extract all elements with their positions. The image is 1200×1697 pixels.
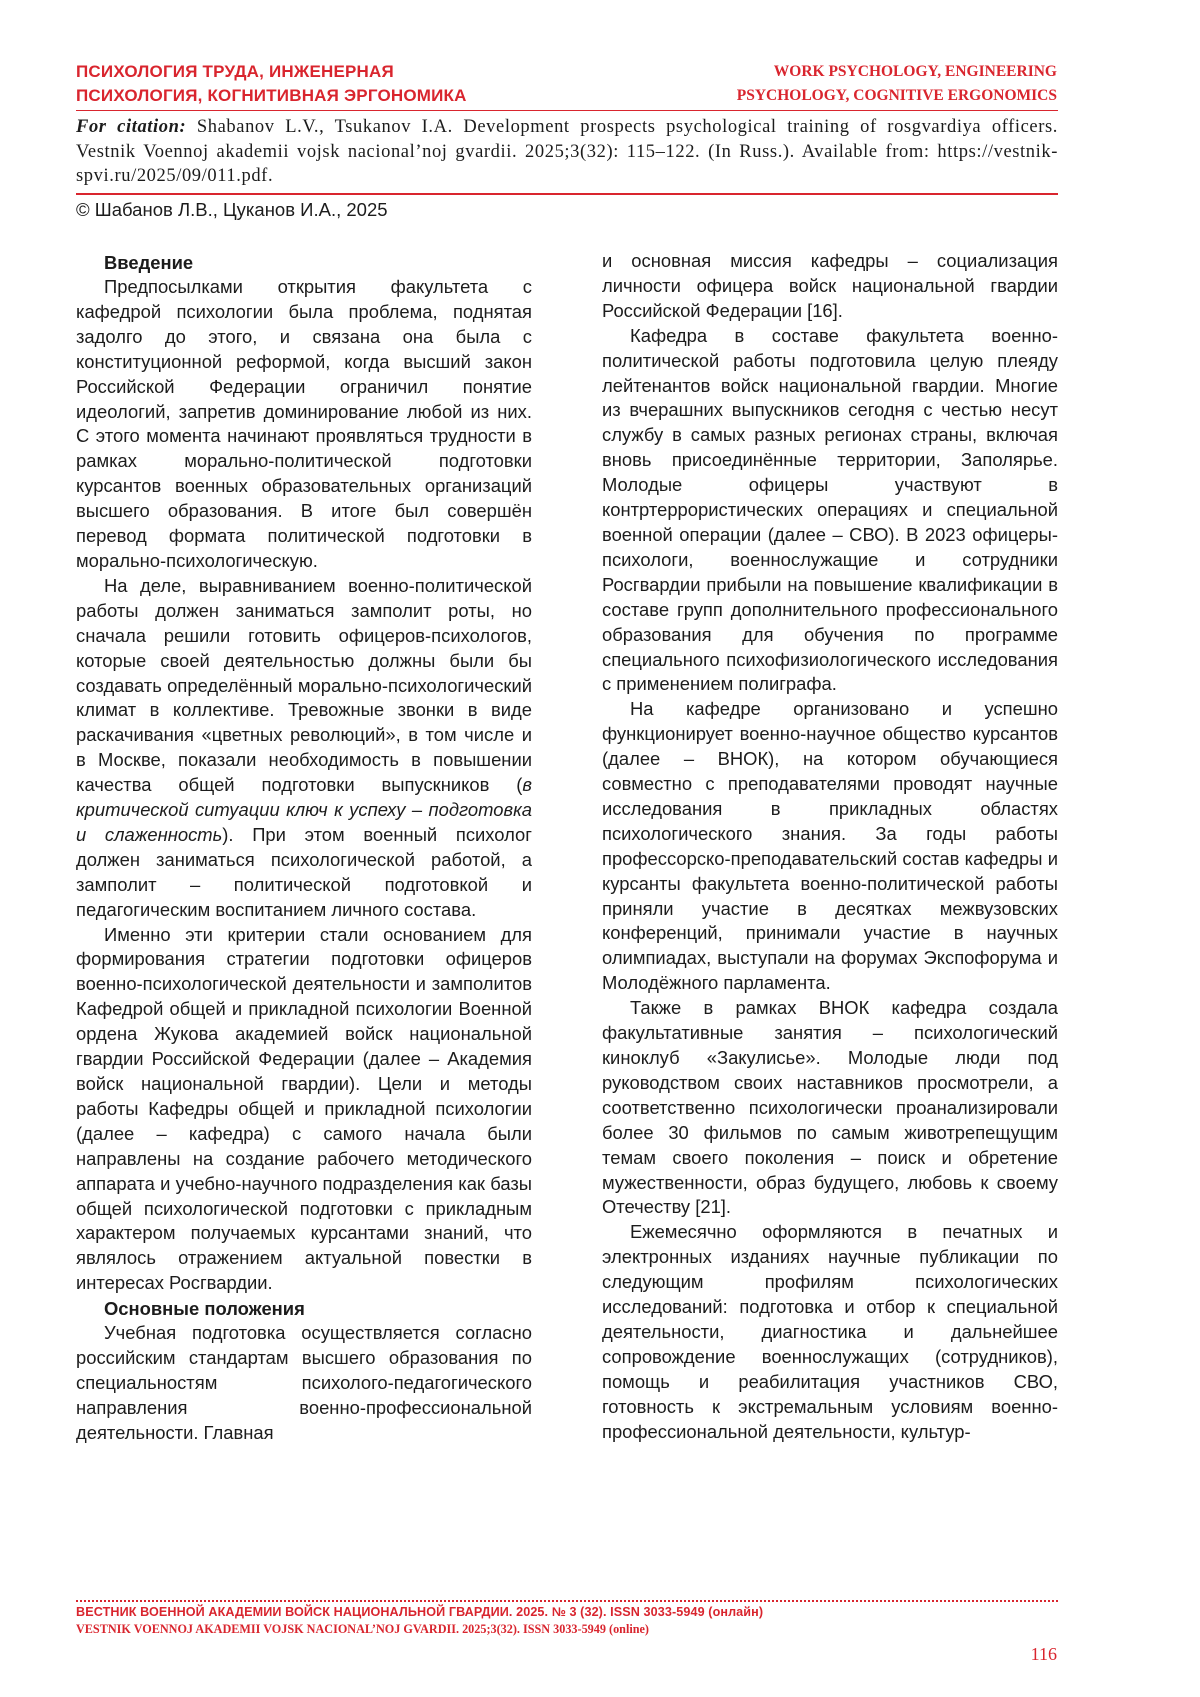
paragraph — [76, 574, 532, 923]
footer-journal-english: VESTNIK VOENNOJ AKADEMII VOJSK NACIONAL’NOJ GVARDII. 2025;3(32). ISSN 3033-5949 (online) — [76, 1622, 649, 1636]
paragraph: Предпосылками открытия факультета с кафедрой психологии была проблема, поднятая задолго до этого, и связана она была с конституционной реформой, когда высший закон Российской Федерации ограничил понятие идеологий, запретив доминирование любой из них. С этого момента начинают проявляться трудности в рамках морально-политической подготовки курсантов военных образовательных организаций высшего образования. В итоге был совершён перевод формата политической подготовки в морально-психологическую. — [76, 276, 532, 571]
paragraph-text: На деле, выравниванием военно-политической работы должен заниматься замполит роты, но сначала решили готовить офицеров-психологов, которые своей деятельностью должны были бы создавать определённый морально-психологический климат в коллективе. Тревожные звонки в виде раскачивания «цветных революций», в том числе и в Москве, показали необходимость в повышении качества общей подготовки выпускников ( — [76, 574, 532, 796]
header-left-line2: ПСИХОЛОГИЯ, КОГНИТИВНАЯ ЭРГОНОМИКА — [76, 86, 467, 105]
paragraph: Кафедра в составе факультета военно-политической работы подготовила целую плеяду лейтенантов войск национальной гвардии. Многие из вчерашних выпускников сегодня с честью несут службу в самых разных регионах страны, включая вновь присоединённые территории, Заполярье. Молодые офицеры участвуют в контртеррористических операциях и специальной военной операции (далее – СВО). В 2023 офицеры-психологи, военнослужащие и сотрудники Росгвардии прибыли на повышение квалификации в составе групп дополнительного профессионального образования для обучения по программе специального психофизиологического исследования с применением полиграфа. — [602, 324, 1058, 695]
header-divider — [76, 110, 1058, 111]
paragraph: На кафедре организовано и успешно функционирует военно-научное общество курсантов (далее – ВНОК), на котором обучающиеся совместно с преподавателями проводят научные исследования в прикладных областях психологического знания. За годы работы профессорско-преподавательский состав кафедры и курсанты факультета военно-политической работы приняли участие в десятках межвузовских конференций, принимали участие в научных олимпиадах, выступали на форумах Экспофорума и Молодёжного парламента. — [602, 698, 1058, 994]
right-column — [602, 249, 1058, 1445]
footer-journal-russian: ВЕСТНИК ВОЕННОЙ АКАДЕМИИ ВОЙСК НАЦИОНАЛЬНОЙ ГВАРДИИ. 2025. № 3 (32). ISSN 3033-5949 (онлайн) — [76, 1605, 764, 1619]
paragraph: Ежемесячно оформляются в печатных и электронных изданиях научные публикации по следующим профилям психологических исследований: подготовка и отбор к специальной деятельности, диагностика и дальнейшее сопровождение военнослужащих (сотрудников), помощь и реабилитация участников СВО, готовность к экстремальным условиям военно-профессиональной деятельности, культур- — [602, 1221, 1058, 1442]
header-right-line2: PSYCHOLOGY, COGNITIVE ERGONOMICS — [736, 87, 1057, 104]
paragraph-italic-text: в критической ситуации ключ к успеху – подготовка и слаженность — [76, 774, 532, 845]
header-right-line1: WORK PSYCHOLOGY, ENGINEERING — [773, 63, 1057, 80]
section-heading-main-provisions: Основные положения — [104, 1298, 305, 1320]
left-column — [76, 250, 532, 1446]
running-header-english — [737, 60, 1057, 108]
citation-block — [76, 115, 1058, 189]
paragraph: Учебная подготовка осуществляется согласно российским стандартам высшего образования по специальностям психолого-педагогического направления военно-профессиональной деятельности. Главная — [76, 1322, 532, 1443]
citation-label: For citation: — [76, 117, 187, 137]
running-header-russian — [76, 60, 467, 108]
section-heading-introduction: Введение — [104, 252, 194, 273]
citation-text: Shabanov L.V., Tsukanov I.A. Development prospects psychological training of rosgvardiya officers. Vestnik Voennoj akademii vojsk nacional’noj gvardii. 2025;3(32): 115–122. (In Russ.). Available from: https://vestnik-spvi.ru/2025/09/011.pdf. — [76, 117, 1058, 186]
citation-divider — [76, 193, 1058, 195]
footer-divider — [76, 1600, 1058, 1602]
copyright-notice: © Шабанов Л.В., Цуканов И.А., 2025 — [76, 199, 388, 220]
paragraph: Также в рамках ВНОК кафедра создала факультативные занятия – психологический киноклуб «Закулисье». Молодые люди под руководством своих наставников просмотрели, а соответственно психологически проанализировали более 30 фильмов по самым животрепещущим темам своего поколения – поиск и обретение мужественности, образ будущего, любовь к своему Отечеству [21]. — [602, 997, 1058, 1218]
header-left-line1: ПСИХОЛОГИЯ ТРУДА, ИНЖЕНЕРНАЯ — [76, 62, 394, 81]
page-number: 116 — [1030, 1644, 1057, 1664]
paragraph-text: ). При этом военный психолог должен заниматься психологической работой, а замполит – политической подготовкой и педагогическим воспитанием личного состава. — [76, 823, 532, 920]
paragraph-continuation: и основная миссия кафедры – социализация личности офицера войск национальной гвардии Российской Федерации [16]. — [602, 250, 1058, 321]
paragraph: Именно эти критерии стали основанием для формирования стратегии подготовки офицеров военно-психологической деятельности и замполитов Кафедрой общей и прикладной психологии Военной ордена Жукова академией войск национальной гвардии Российской Федерации (далее – Академия войск национальной гвардии). Цели и методы работы Кафедры общей и прикладной психологии (далее – кафедра) с самого начала были направлены на создание рабочего методического аппарата и учебно-научного подразделения как базы общей психологической подготовки с прикладным характером получаемых курсантами знаний, что являлось отражением актуальной повестки в интересах Росгвардии. — [76, 923, 532, 1294]
